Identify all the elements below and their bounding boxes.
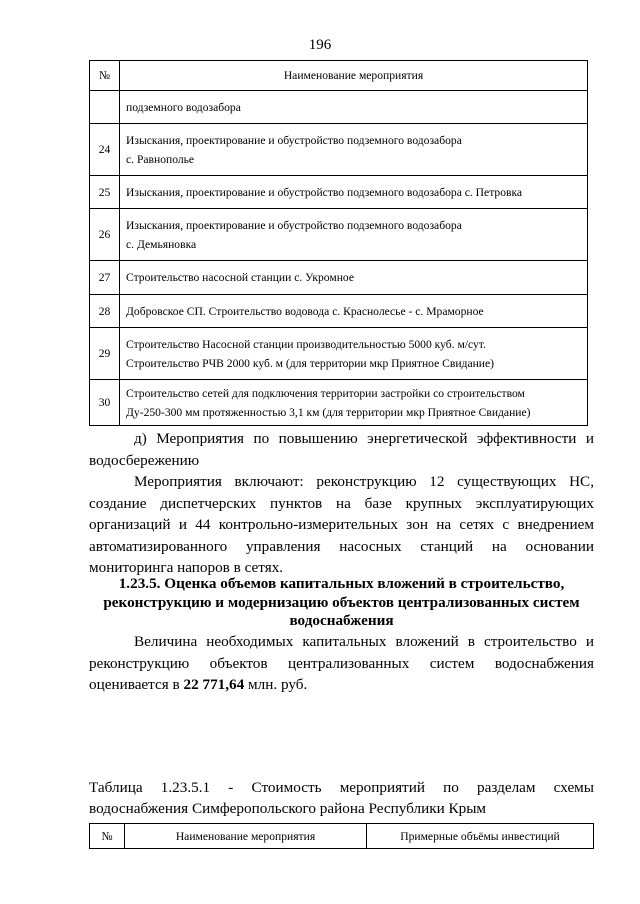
- table-row: [90, 380, 588, 426]
- table-row: [90, 91, 588, 124]
- row-text-line: Строительство Насосной станции производительностью 5000 куб. м/сут.: [126, 337, 486, 351]
- row-number: 28: [90, 295, 120, 328]
- table-row: [90, 328, 588, 380]
- table-row: [90, 176, 588, 209]
- header-measure-name: Наименование мероприятия: [125, 824, 367, 849]
- row-text: [120, 124, 588, 176]
- row-number: [90, 91, 120, 124]
- table-row: [90, 209, 588, 261]
- row-number: 24: [90, 124, 120, 176]
- table-caption: Таблица 1.23.5.1 - Стоимость мероприятий по разделам схемы водоснабжения Симферопольского района Республики Крым: [89, 779, 594, 817]
- row-text: [120, 91, 588, 124]
- row-text: [120, 261, 588, 295]
- row-text-line: с. Демьяновка: [126, 237, 197, 251]
- row-text-line: Строительство сетей для подключения территории застройки со строительством: [126, 386, 525, 400]
- row-text-line: Строительство насосной станции с. Укромное: [126, 271, 354, 284]
- table-row: [90, 261, 588, 295]
- row-text-line: Изыскания, проектирование и обустройство подземного водозабора: [126, 218, 462, 232]
- investment-paragraph: [89, 631, 594, 696]
- header-number: №: [90, 61, 120, 91]
- row-text: [120, 176, 588, 209]
- row-text-line: подземного водозабора: [126, 100, 241, 114]
- table-row: [90, 124, 588, 176]
- investment-amount: 22 771,64: [183, 676, 245, 694]
- row-text: [120, 328, 588, 380]
- investment-text: Величина необходимых капитальных вложений в строительство и реконструкцию объектов централизованных систем водоснабжения оценивается в: [89, 633, 594, 694]
- header-number: №: [90, 824, 125, 849]
- row-text: [120, 295, 588, 328]
- row-number: 27: [90, 261, 120, 295]
- section-heading: [89, 575, 594, 631]
- row-text-line: Строительство РЧВ 2000 куб. м (для территории мкр Приятное Свидание): [126, 356, 495, 370]
- row-text: [120, 209, 588, 261]
- row-text-line: с. Равнополье: [126, 152, 195, 166]
- measures-paragraph: Мероприятия включают: реконструкцию 12 существующих НС, создание диспетчерских пунктов на базе крупных эксплуатирующих организаций и 44 контрольно-измерительных зон на сетях с внедрением автоматизированного управления насосных станций на основании мониторинга напоров в сетях.: [89, 473, 594, 577]
- row-text-line: Добровское СП. Строительство водовода с. Краснолесье - с. Мраморное: [126, 304, 484, 318]
- row-number: 26: [90, 209, 120, 261]
- section-heading-line: 1.23.5. Оценка объемов капитальных вложений в строительство,: [118, 575, 565, 592]
- table-header-row: [90, 824, 594, 849]
- measures-table: [89, 60, 588, 426]
- row-number: 25: [90, 176, 120, 209]
- header-investment-volume: Примерные объёмы инвестиций: [367, 824, 594, 849]
- row-number: 30: [90, 380, 120, 426]
- section-heading-line: реконструкцию и модернизацию объектов централизованных систем: [103, 593, 580, 611]
- row-text-line: Изыскания, проектирование и обустройство подземного водозабора с. Петровка: [126, 185, 523, 199]
- row-number: 29: [90, 328, 120, 380]
- header-measure-name: Наименование мероприятия: [120, 61, 588, 91]
- page-number: 196: [308, 37, 332, 53]
- row-text: [120, 380, 588, 426]
- row-text-line: Ду-250-300 мм протяженностью 3,1 км (для территории мкр Приятное Свидание): [126, 405, 531, 419]
- row-text-line: Изыскания, проектирование и обустройство подземного водозабора: [126, 133, 462, 147]
- section-heading-line: водоснабжения: [289, 612, 394, 630]
- table-header-row: [90, 61, 588, 91]
- section-d-heading: д) Мероприятия по повышению энергетической эффективности и водосбережению: [89, 430, 594, 469]
- investment-table: [89, 823, 594, 849]
- investment-unit: млн. руб.: [244, 676, 308, 694]
- table-row: [90, 295, 588, 328]
